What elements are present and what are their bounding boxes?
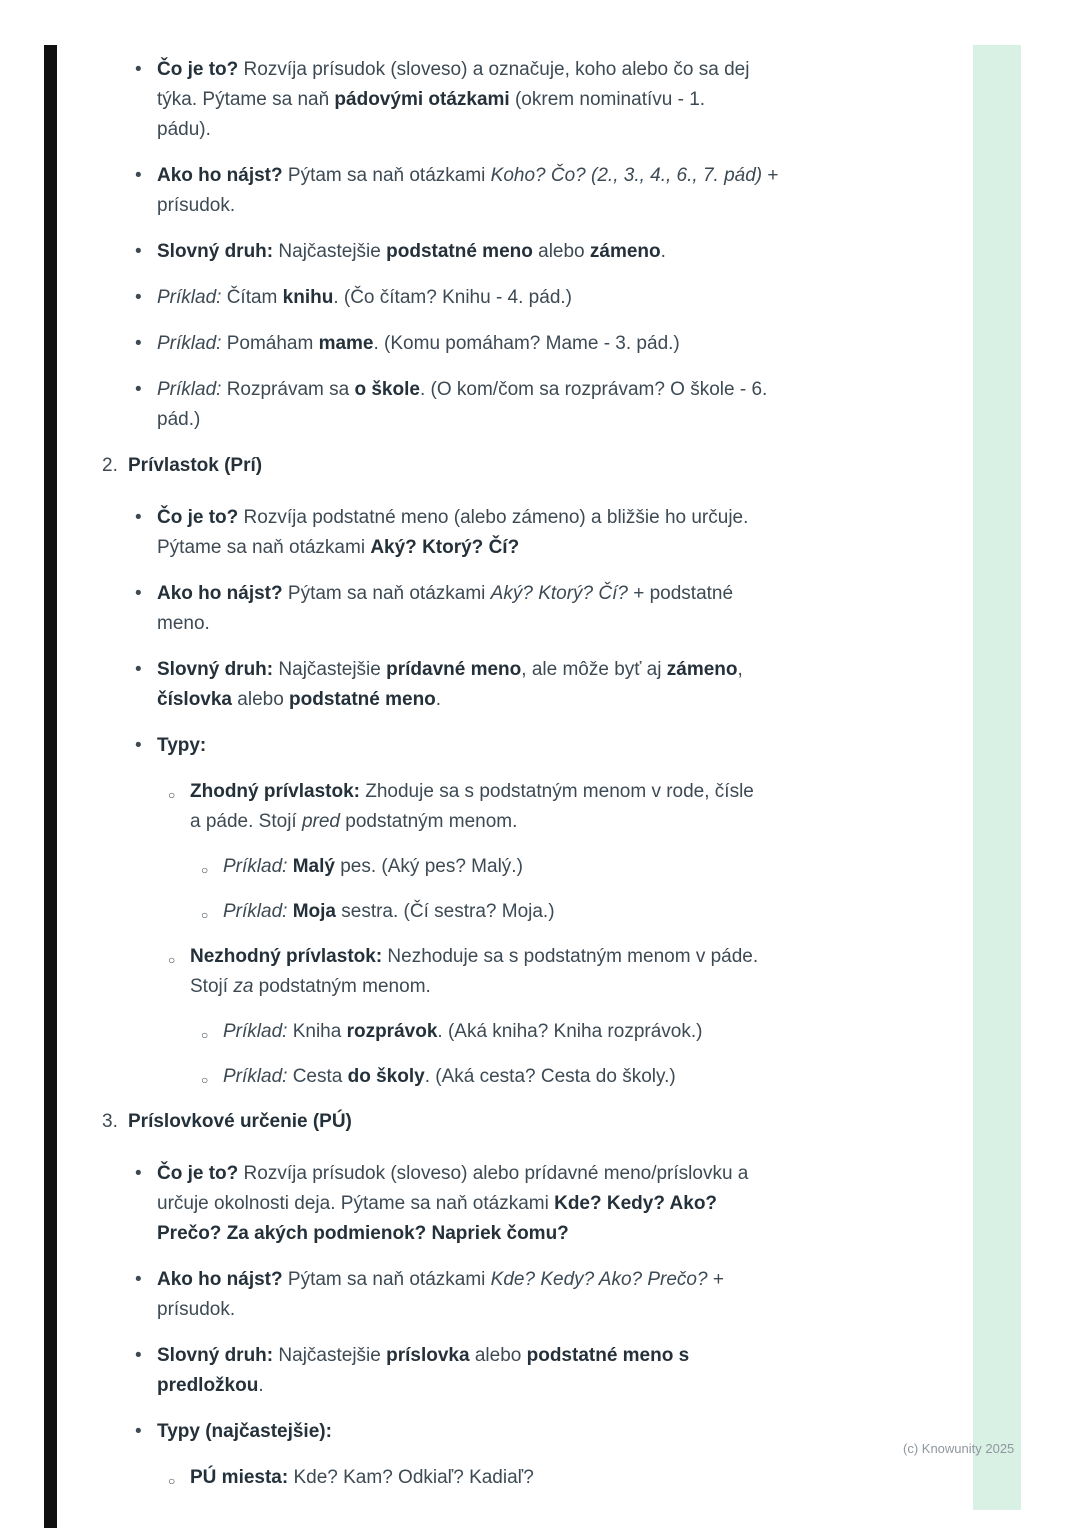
list-item-text (223, 897, 865, 927)
body-text: Stojí (190, 976, 234, 997)
bullet-icon: • (135, 583, 142, 604)
bullet-icon: • (135, 59, 142, 80)
italic-text: Príklad: (157, 287, 222, 308)
bold-text: rozprávok (346, 1021, 438, 1042)
bullet-icon: ○ (201, 908, 209, 922)
body-text: + podstatné (627, 583, 734, 604)
list-item-text (223, 1062, 865, 1092)
list-item (135, 161, 865, 221)
body-text: Kniha (287, 1021, 347, 1042)
bullet-icon: • (135, 333, 142, 354)
body-text: pád.) (157, 409, 201, 430)
section-number: 3. (102, 1111, 118, 1132)
body-text: podstatným menom. (340, 811, 518, 832)
bold-text: zámeno (589, 241, 661, 262)
body-text: prísudok. (157, 195, 236, 216)
list-item-text (190, 777, 865, 837)
section-title: Prívlastok (Prí) (128, 455, 263, 476)
body-text: Zhoduje sa s podstatným menom v rode, čísle (359, 781, 754, 802)
body-text: a páde. Stojí (190, 811, 302, 832)
bold-text: číslovka (157, 689, 232, 710)
list-item (135, 375, 865, 435)
bold-text: Aký? Ktorý? Čí? (370, 537, 520, 558)
list-item-text (157, 655, 865, 715)
list-item-text (157, 1341, 865, 1401)
italic-text: Príklad: (223, 901, 288, 922)
list-item-text (190, 1463, 865, 1493)
body-text: + (762, 165, 779, 186)
bold-text: predložkou (157, 1375, 259, 1396)
bullet-icon: ○ (201, 1028, 209, 1042)
bullet-icon: ○ (201, 863, 209, 877)
body-text: Rozvíja prísudok (sloveso) alebo prídavné meno/príslovku a (238, 1163, 749, 1184)
italic-text: Príklad: (223, 1066, 288, 1087)
body-text: pádu). (157, 119, 211, 140)
body-text: sestra. (Čí sestra? Moja.) (335, 901, 555, 922)
list-item-text (157, 161, 865, 221)
bold-text: Nezhodný prívlastok: (190, 946, 383, 967)
bullet-icon: • (135, 379, 142, 400)
list-item-text (223, 1017, 865, 1047)
bullet-icon: • (135, 1163, 142, 1184)
list-item-text (157, 579, 865, 639)
bold-text: Malý (292, 856, 335, 877)
bullet-icon: ○ (168, 788, 176, 802)
body-text: , (737, 659, 743, 680)
bold-text: Čo je to? (157, 59, 239, 80)
list-item-text (157, 375, 865, 435)
list-item-text (223, 852, 865, 882)
bullet-icon: ○ (168, 1474, 176, 1488)
list-item-text (157, 237, 865, 267)
section-heading (102, 451, 865, 481)
list-item (201, 1062, 865, 1092)
body-text: . (O kom/čom sa rozprávam? O škole - 6. (419, 379, 768, 400)
bullet-icon: • (135, 1345, 142, 1366)
body-text: Čítam (221, 287, 283, 308)
body-text: Najčastejšie (273, 659, 387, 680)
list-item (135, 731, 865, 761)
italic-text: Príklad: (223, 856, 288, 877)
section-title: Príslovkové určenie (PÚ) (128, 1111, 352, 1132)
bold-text: podstatné meno (289, 689, 436, 710)
body-text: . (Komu pomáham? Mame - 3. pád.) (373, 333, 680, 354)
list-item (201, 852, 865, 882)
bold-text: Ako ho nájst? (157, 165, 283, 186)
list-item (168, 942, 865, 1002)
body-text: Pýtam sa naň otázkami (282, 165, 491, 186)
bullet-icon: ○ (201, 1073, 209, 1087)
italic-text: Príklad: (157, 379, 222, 400)
bullet-icon: • (135, 287, 142, 308)
list-item (135, 329, 865, 359)
bold-text: Moja (292, 901, 336, 922)
body-text: alebo (232, 689, 290, 710)
italic-text: za (233, 976, 254, 997)
bold-text: o škole (354, 379, 420, 400)
bold-text: mame (318, 333, 374, 354)
body-text: . (Aká kniha? Kniha rozprávok.) (437, 1021, 703, 1042)
body-text: alebo (532, 241, 590, 262)
bold-text: Kde? Kedy? Ako? (554, 1193, 718, 1214)
body-text: Cesta (287, 1066, 348, 1087)
bold-text: podstatné meno (386, 241, 533, 262)
body-text: Pomáham (221, 333, 319, 354)
list-item (135, 1159, 865, 1249)
bullet-icon: • (135, 659, 142, 680)
body-text: Nezhoduje sa s podstatným menom v páde. (382, 946, 759, 967)
body-text: týka. Pýtame sa naň (157, 89, 335, 110)
body-text: meno. (157, 613, 210, 634)
bullet-icon: • (135, 1421, 142, 1442)
bullet-icon: • (135, 735, 142, 756)
body-text: určuje okolnosti deja. Pýtame sa naň otázkami (157, 1193, 555, 1214)
bold-text: Typy (najčastejšie): (157, 1421, 332, 1442)
italic-text: pred (301, 811, 340, 832)
body-text: Rozvíja podstatné meno (alebo zámeno) a bližšie ho určuje. (238, 507, 749, 528)
body-text: Pýtam sa naň otázkami (282, 1269, 491, 1290)
body-text: Najčastejšie (273, 241, 387, 262)
list-item-text (157, 1265, 865, 1325)
bullet-icon: • (135, 165, 142, 186)
list-item (135, 283, 865, 313)
bold-text: prídavné meno (386, 659, 522, 680)
page-accent-stripe (973, 45, 1021, 1510)
copyright-watermark: (c) Knowunity 2025 (903, 1441, 1015, 1456)
list-item (168, 1463, 865, 1493)
bold-text: príslovka (386, 1345, 470, 1366)
list-item (135, 503, 865, 563)
bold-text: Slovný druh: (157, 241, 274, 262)
list-item (135, 55, 865, 145)
body-text: podstatným menom. (253, 976, 431, 997)
italic-text: Koho? Čo? (2., 3., 4., 6., 7. pád) (490, 165, 763, 186)
document-body (102, 55, 865, 1508)
list-item-text (157, 283, 865, 313)
list-item (135, 579, 865, 639)
list-item (135, 1265, 865, 1325)
italic-text: Príklad: (157, 333, 222, 354)
bullet-icon: • (135, 1269, 142, 1290)
body-text: Kde? Kam? Odkiaľ? Kadiaľ? (288, 1467, 534, 1488)
bold-text: Typy: (157, 735, 207, 756)
body-text: Rozprávam sa (221, 379, 355, 400)
body-text: . (660, 241, 666, 262)
italic-text: Aký? Ktorý? Čí? (490, 583, 628, 604)
list-item (135, 237, 865, 267)
list-item-text (157, 731, 865, 761)
bold-text: Čo je to? (157, 1163, 239, 1184)
list-item-text (157, 1417, 865, 1447)
body-text: alebo (469, 1345, 527, 1366)
bold-text: podstatné meno s (526, 1345, 690, 1366)
body-text: , ale môže byť aj (521, 659, 667, 680)
bold-text: pádovými otázkami (334, 89, 510, 110)
list-item (135, 1417, 865, 1447)
list-item (168, 777, 865, 837)
bold-text: Slovný druh: (157, 659, 274, 680)
bold-text: zámeno (666, 659, 738, 680)
list-item (135, 655, 865, 715)
italic-text: Príklad: (223, 1021, 288, 1042)
bold-text: do školy (347, 1066, 425, 1087)
body-text: Pýtam sa naň otázkami (282, 583, 491, 604)
bold-text: Ako ho nájst? (157, 1269, 283, 1290)
bold-text: Čo je to? (157, 507, 239, 528)
bold-text: Ako ho nájst? (157, 583, 283, 604)
body-text: prísudok. (157, 1299, 236, 1320)
bold-text: PÚ miesta: (190, 1467, 289, 1488)
page-left-border (44, 45, 57, 1528)
body-text: . (435, 689, 442, 710)
body-text: pes. (Aký pes? Malý.) (334, 856, 523, 877)
list-item-text (157, 503, 865, 563)
list-item-text (157, 55, 865, 145)
list-item (135, 1341, 865, 1401)
body-text: . (Čo čítam? Knihu - 4. pád.) (333, 287, 572, 308)
list-item (201, 897, 865, 927)
body-text: Rozvíja prísudok (sloveso) a označuje, koho alebo čo sa dej (238, 59, 750, 80)
body-text: . (258, 1375, 264, 1396)
bullet-icon: • (135, 507, 142, 528)
list-item (201, 1017, 865, 1047)
body-text: (okrem nominatívu - 1. (509, 89, 706, 110)
body-text: + (707, 1269, 724, 1290)
body-text: Pýtame sa naň otázkami (157, 537, 371, 558)
bullet-icon: • (135, 241, 142, 262)
italic-text: Kde? Kedy? Ako? Prečo? (490, 1269, 708, 1290)
section-heading (102, 1107, 865, 1137)
bullet-icon: ○ (168, 953, 176, 967)
list-item-text (157, 329, 865, 359)
body-text: . (Aká cesta? Cesta do školy.) (424, 1066, 676, 1087)
bold-text: Zhodný prívlastok: (190, 781, 360, 802)
body-text: Najčastejšie (273, 1345, 387, 1366)
list-item-text (157, 1159, 865, 1249)
bold-text: knihu (282, 287, 334, 308)
list-item-text (190, 942, 865, 1002)
bold-text: Slovný druh: (157, 1345, 274, 1366)
section-number: 2. (102, 455, 118, 476)
bold-text: Prečo? Za akých podmienok? Napriek čomu? (157, 1223, 569, 1244)
